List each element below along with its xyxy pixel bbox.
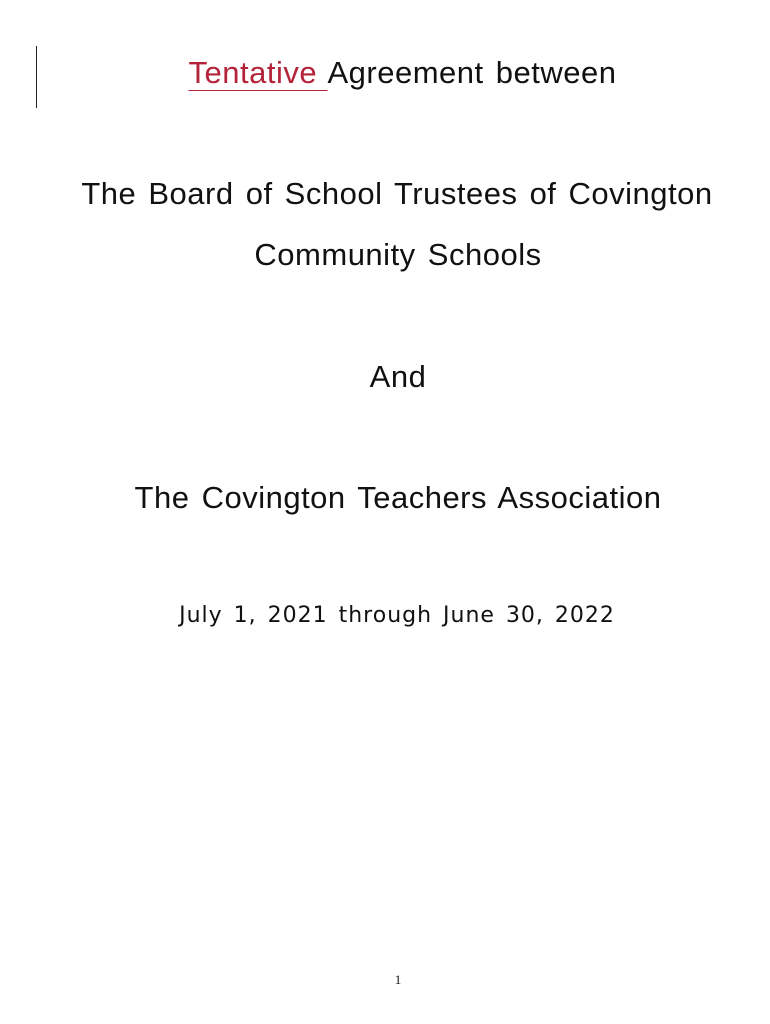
- title-rest: Agreement between: [327, 55, 617, 90]
- party-community-line: Community Schools: [254, 237, 542, 272]
- page-number: 1: [394, 972, 402, 987]
- party-conjunction: And: [369, 359, 427, 394]
- party-board-line: The Board of School Trustees of Covington: [81, 176, 713, 211]
- tracked-insertion-tentative: Tentative: [188, 55, 318, 90]
- tracked-insertion-space: [317, 55, 327, 90]
- document-title: [0, 55, 770, 91]
- agreement-term: July 1, 2021 through June 30, 2022: [179, 603, 615, 628]
- party-association-line: The Covington Teachers Association: [134, 480, 662, 515]
